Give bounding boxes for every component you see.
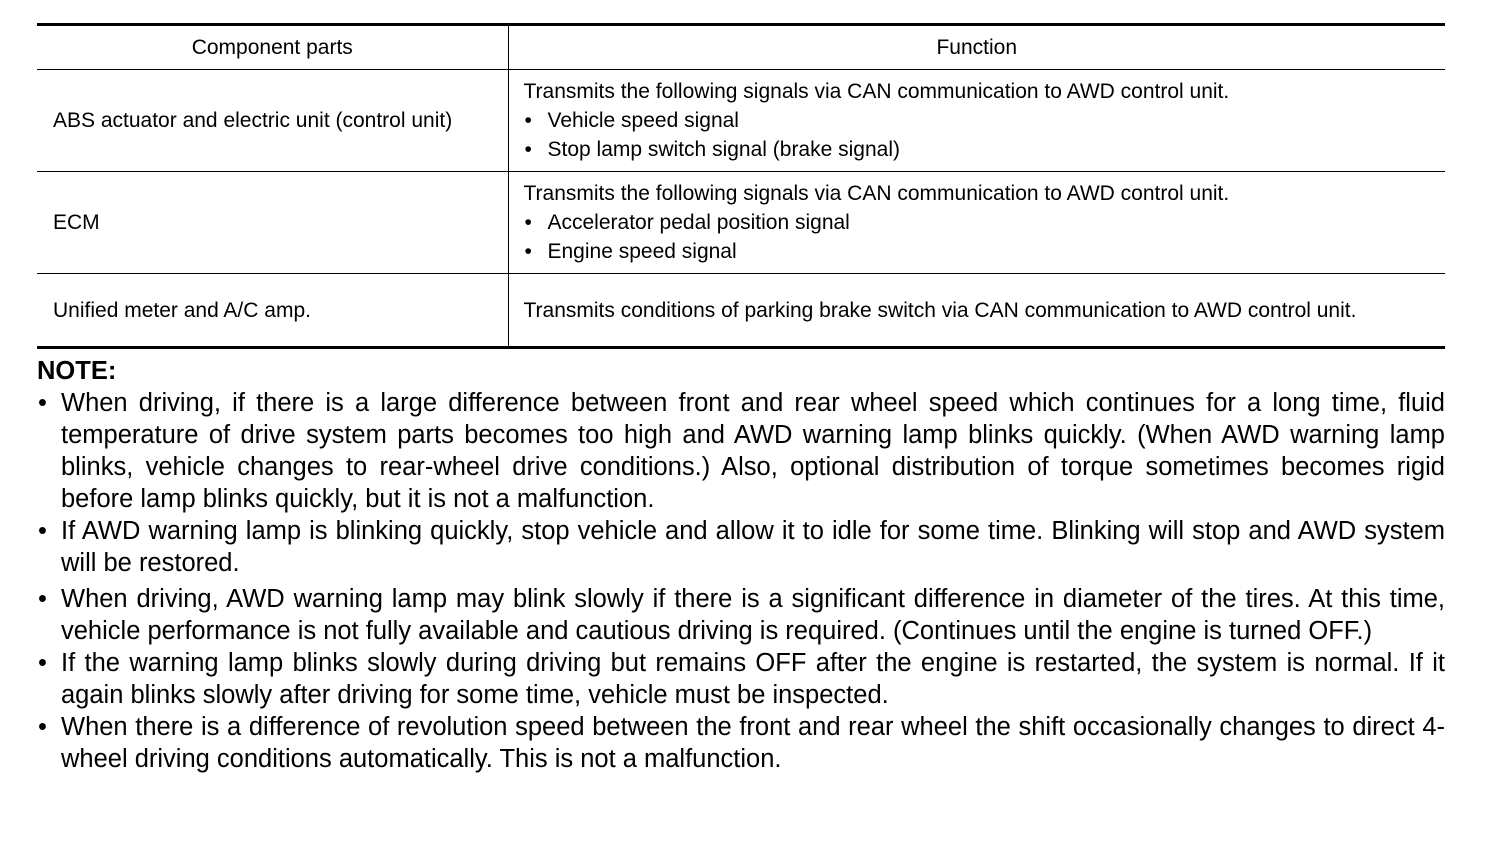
table-header-row bbox=[37, 25, 1445, 70]
component-cell: Unified meter and A/C amp. bbox=[37, 274, 508, 348]
header-component-parts: Component parts bbox=[37, 25, 508, 70]
table-row bbox=[37, 172, 1445, 274]
note-list bbox=[37, 387, 1445, 775]
table-row bbox=[37, 274, 1445, 348]
function-cell bbox=[508, 172, 1445, 274]
function-intro: Transmits conditions of parking brake switch via CAN communication to AWD control unit. bbox=[523, 298, 1357, 322]
function-intro: Transmits the following signals via CAN communication to AWD control unit. bbox=[523, 182, 1230, 205]
list-item: • Accelerator pedal position signal bbox=[524, 208, 1426, 237]
list-item: • If AWD warning lamp is blinking quickly, stop vehicle and allow it to idle for some time. Blinking will stop and AWD system will be restored. bbox=[37, 515, 1445, 579]
component-cell: ABS actuator and electric unit (control unit) bbox=[37, 70, 508, 172]
component-cell: ECM bbox=[37, 172, 508, 274]
list-item: • Vehicle speed signal bbox=[524, 106, 1426, 135]
header-function: Function bbox=[508, 25, 1445, 70]
function-intro: Transmits the following signals via CAN communication to AWD control unit. bbox=[523, 80, 1230, 103]
document-page bbox=[37, 23, 1445, 775]
table-row bbox=[37, 70, 1445, 172]
list-item: • Stop lamp switch signal (brake signal) bbox=[524, 135, 1426, 164]
list-item: • Engine speed signal bbox=[524, 237, 1426, 266]
list-item: • When driving, if there is a large difference between front and rear wheel speed which continues for a long time, fluid temperature of drive system parts becomes too high and AWD warning lamp blinks quickly. (When AWD warning lamp blinks, vehicle changes to rear-wheel drive conditions.) Also, optional distribution of torque sometimes becomes rigid before lamp blinks quickly, but it is not a malfunction. bbox=[37, 387, 1445, 515]
list-item: • If the warning lamp blinks slowly during driving but remains OFF after the engine is restarted, the system is normal. If it again blinks slowly after driving for some time, vehicle must be inspected. bbox=[37, 647, 1445, 711]
note-title: NOTE: bbox=[37, 357, 117, 385]
function-signal-list bbox=[524, 106, 1426, 164]
note-section bbox=[37, 355, 1445, 775]
function-cell bbox=[508, 70, 1445, 172]
component-function-table bbox=[37, 23, 1445, 349]
list-item: • When driving, AWD warning lamp may blink slowly if there is a significant difference in diameter of the tires. At this time, vehicle performance is not fully available and cautious driving is required. (Continues until the engine is turned OFF.) bbox=[37, 583, 1445, 647]
function-cell bbox=[508, 274, 1445, 348]
list-item: • When there is a difference of revolution speed between the front and rear wheel the shift occasionally changes to direct 4-wheel driving conditions automatically. This is not a malfunction. bbox=[37, 711, 1445, 775]
function-signal-list bbox=[524, 208, 1426, 266]
